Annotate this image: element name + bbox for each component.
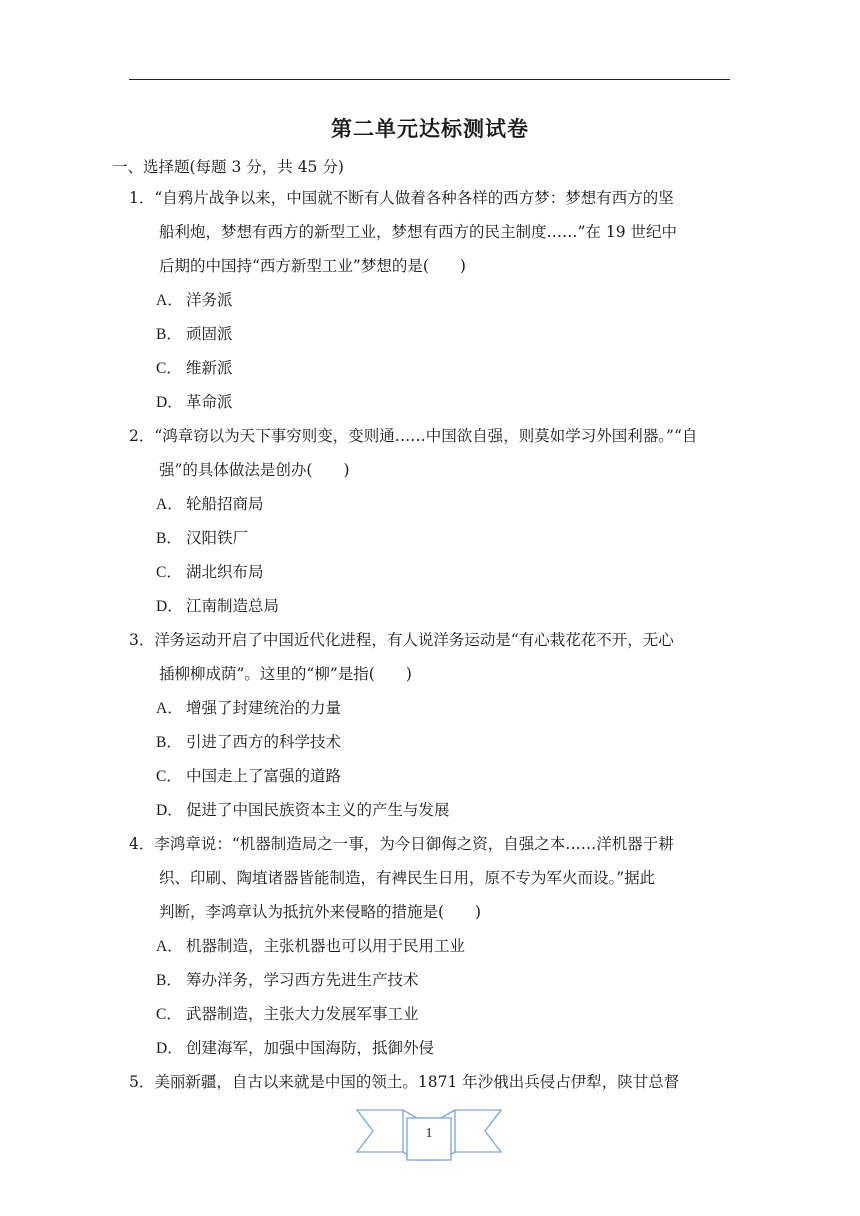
- option-text: 洋务派: [186, 291, 233, 309]
- question-item: [129, 623, 735, 827]
- answer-option: [129, 385, 735, 419]
- option-letter: C．: [156, 360, 182, 377]
- option-text: 顽固派: [186, 325, 233, 343]
- option-text: 湖北织布局: [186, 563, 264, 581]
- answer-option: [129, 521, 735, 555]
- option-text: 武器制造，主张大力发展军事工业: [186, 1005, 419, 1023]
- answer-option: [129, 317, 735, 351]
- question-stem-line: [129, 419, 735, 453]
- question-stem-continuation: [129, 215, 735, 249]
- question-text: 船利炮，梦想有西方的新型工业，梦想有西方的民主制度……”在 19 世纪中: [159, 223, 678, 241]
- option-letter: C．: [156, 1006, 182, 1023]
- option-letter: B．: [156, 734, 182, 751]
- question-stem-continuation: [129, 249, 735, 283]
- page-footer-ribbon: [355, 1104, 503, 1164]
- question-item: [129, 1065, 735, 1099]
- option-letter: A．: [156, 292, 183, 309]
- option-text: 机器制造，主张机器也可以用于民用工业: [186, 937, 466, 955]
- answer-option: [129, 725, 735, 759]
- option-letter: C．: [156, 768, 182, 785]
- option-text: 江南制造总局: [186, 597, 280, 615]
- question-text: “自鸦片战争以来，中国就不断有人做着各种各样的西方梦：梦想有西方的坚: [154, 189, 674, 207]
- question-text: 织、印刷、陶埴诸器皆能制造，有裨民生日用，原不专为军火而设。”据此: [159, 869, 656, 887]
- answer-option: [129, 555, 735, 589]
- option-text: 增强了封建统治的力量: [186, 699, 342, 717]
- header-rule: [129, 79, 730, 80]
- question-text: 洋务运动开启了中国近代化进程，有人说洋务运动是“有心栽花花不开，无心: [154, 631, 674, 649]
- option-text: 汉阳铁厂: [186, 529, 249, 547]
- question-text: 强”的具体做法是创办( ): [159, 461, 350, 479]
- question-stem-continuation: [129, 453, 735, 487]
- option-text: 革命派: [186, 393, 233, 411]
- option-text: 促进了中国民族资本主义的产生与发展: [186, 801, 450, 819]
- question-stem-line: [129, 1065, 735, 1099]
- answer-option: [129, 793, 735, 827]
- answer-option: [129, 997, 735, 1031]
- question-number: 1．: [129, 189, 155, 207]
- question-text: 美丽新疆，自古以来就是中国的领土。1871 年沙俄出兵侵占伊犁，陕甘总督: [154, 1073, 680, 1091]
- answer-option: [129, 1031, 735, 1065]
- option-text: 轮船招商局: [186, 495, 264, 513]
- answer-option: [129, 487, 735, 521]
- question-number: 2．: [129, 427, 155, 445]
- answer-option: [129, 759, 735, 793]
- answer-option: [129, 691, 735, 725]
- exam-content: [112, 153, 735, 1099]
- question-text: 后期的中国持“西方新型工业”梦想的是( ): [159, 257, 466, 275]
- option-letter: B．: [156, 972, 182, 989]
- option-letter: A．: [156, 938, 183, 955]
- answer-option: [129, 351, 735, 385]
- section-heading: 一、选择题(每题 3 分，共 45 分): [112, 158, 344, 176]
- option-letter: B．: [156, 326, 182, 343]
- answer-option: [129, 963, 735, 997]
- option-text: 筹办洋务，学习西方先进生产技术: [186, 971, 419, 989]
- option-letter: D．: [156, 394, 183, 411]
- page-title: 第二单元达标测试卷: [331, 117, 529, 141]
- option-letter: D．: [156, 598, 183, 615]
- question-stem-continuation: [129, 895, 735, 929]
- question-stem-line: [129, 827, 735, 861]
- question-number: 4．: [129, 835, 155, 853]
- question-stem-line: [129, 623, 735, 657]
- option-letter: A．: [156, 496, 183, 513]
- question-list: [129, 181, 735, 1099]
- option-letter: A．: [156, 700, 183, 717]
- question-text: 插柳柳成荫”。这里的“柳”是指( ): [159, 665, 412, 683]
- question-text: 判断，李鸿章认为抵抗外来侵略的措施是( ): [159, 903, 482, 921]
- option-text: 创建海军，加强中国海防，抵御外侵: [186, 1039, 435, 1057]
- answer-option: [129, 283, 735, 317]
- option-text: 中国走上了富强的道路: [186, 767, 342, 785]
- question-stem-continuation: [129, 861, 735, 895]
- question-item: [129, 181, 735, 419]
- page-number: 1: [425, 1126, 433, 1141]
- question-number: 5．: [129, 1073, 155, 1091]
- question-stem-line: [129, 181, 735, 215]
- question-stem-continuation: [129, 657, 735, 691]
- option-letter: D．: [156, 1040, 183, 1057]
- option-text: 引进了西方的科学技术: [186, 733, 342, 751]
- option-letter: D．: [156, 802, 183, 819]
- question-text: 李鸿章说：“机器制造局之一事，为今日御侮之资，自强之本……洋机器于耕: [154, 835, 674, 853]
- answer-option: [129, 929, 735, 963]
- option-text: 维新派: [186, 359, 233, 377]
- answer-option: [129, 589, 735, 623]
- question-number: 3．: [129, 631, 155, 649]
- question-text: “鸿章窃以为天下事穷则变，变则通……中国欲自强，则莫如学习外国利器。”“自: [154, 427, 698, 445]
- option-letter: B．: [156, 530, 182, 547]
- option-letter: C．: [156, 564, 182, 581]
- question-item: [129, 827, 735, 1065]
- question-item: [129, 419, 735, 623]
